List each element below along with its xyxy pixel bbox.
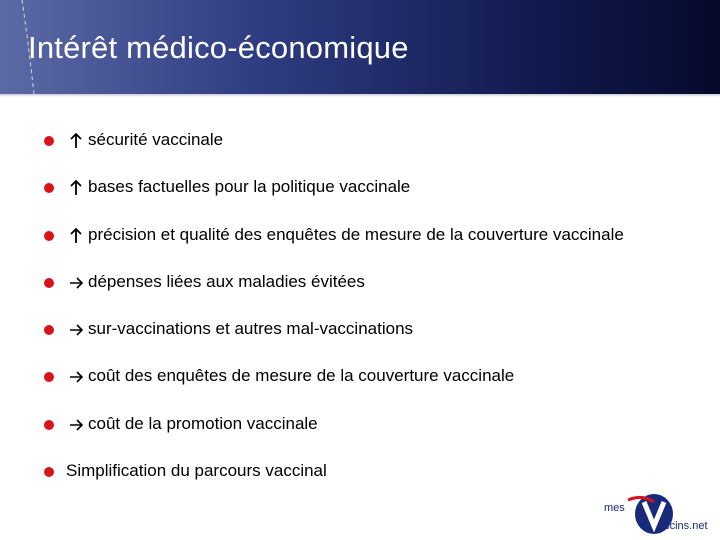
bullet-text: coût des enquêtes de mesure de la couverture vaccinale — [88, 366, 515, 385]
bullet-item — [0, 457, 720, 487]
bullet-dot-icon — [44, 372, 54, 382]
bullet-item — [0, 410, 720, 440]
right-arrow-icon — [68, 320, 84, 340]
bullet-item — [0, 362, 720, 392]
bullet-item — [0, 268, 720, 298]
bullet-item — [0, 221, 720, 251]
slide-title: Intérêt médico-économique — [28, 30, 409, 65]
bullet-text: sur-vaccinations et autres mal-vaccinations — [88, 319, 414, 338]
bullet-dot-icon — [44, 467, 54, 477]
bullet-text: dépenses liées aux maladies évitées — [88, 272, 365, 291]
mesvaccins-logo — [598, 490, 710, 536]
bullet-item — [0, 315, 720, 345]
bullet-item — [0, 126, 720, 156]
bullet-dot-icon — [44, 325, 54, 335]
bullet-text: sécurité vaccinale — [88, 130, 224, 149]
up-arrow-icon — [68, 131, 84, 151]
bullet-dot-icon — [44, 420, 54, 430]
bullet-dot-icon — [44, 231, 54, 241]
logo-suffix: accins.net — [658, 520, 708, 532]
bullet-text: coût de la promotion vaccinale — [88, 414, 318, 433]
bullet-dot-icon — [44, 183, 54, 193]
right-arrow-icon — [68, 415, 84, 435]
bullet-text: précision et qualité des enquêtes de mesure de la couverture vaccinale — [88, 225, 624, 244]
bullet-dot-icon — [44, 278, 54, 288]
bullet-dot-icon — [44, 136, 54, 146]
bullet-item — [0, 173, 720, 203]
bullet-text: bases factuelles pour la politique vaccinale — [88, 177, 411, 196]
up-arrow-icon — [68, 178, 84, 198]
logo-prefix: mes — [604, 502, 625, 514]
right-arrow-icon — [68, 367, 84, 387]
up-arrow-icon — [68, 226, 84, 246]
bullet-text: Simplification du parcours vaccinal — [66, 461, 327, 480]
right-arrow-icon — [68, 273, 84, 293]
